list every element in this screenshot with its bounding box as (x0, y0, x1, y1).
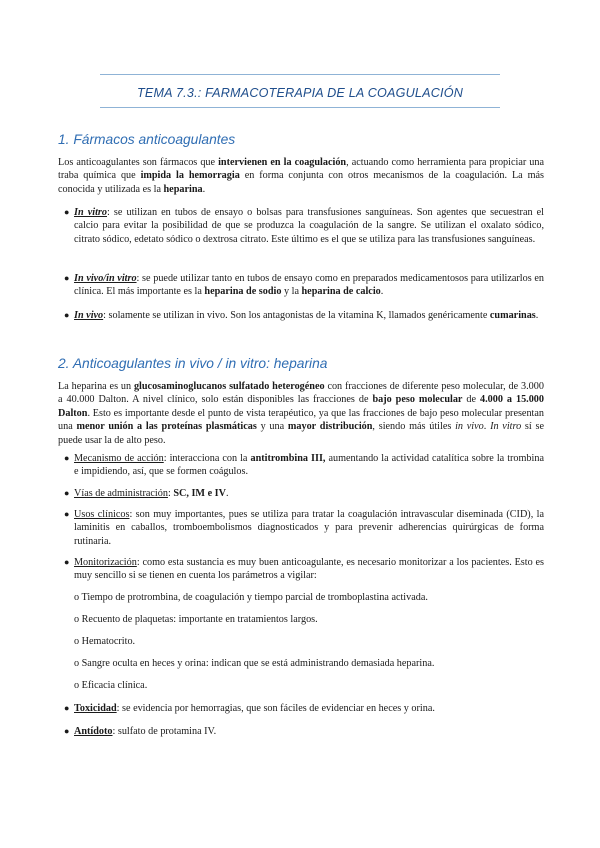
list-item-monitorizacion: ● Monitorización: como esta sustancia es muy buen anticoagulante, es necesario monitorizar a los pacientes. Esto es muy sencillo si se tienen en cuenta los parámetros a vigilar: (64, 557, 544, 582)
top-rule (100, 74, 500, 75)
section-1-intro: Los anticoagulantes son fármacos que intervienen en la coagulación, actuando como herramienta para propiciar una traba química que impida la hemorragia en forma conjunta con otros mecanismos de la coagulación. La más conocida y utilizada es la heparina. (58, 157, 544, 195)
param-item: o Tiempo de protrombina, de coagulación y tiempo parcial de tromboplastina activada. (74, 592, 428, 603)
bullet-icon: ● (64, 557, 70, 567)
list-item-vias: ● Vías de administración: SC, IM e IV. (64, 488, 229, 499)
list-item-usos: ● Usos clínicos: son muy importantes, pues se utiliza para tratar la coagulación intravascular diseminada (CID), la laminitis en caballos, tromboembolismos diagnosticados y para prevenir adherencias quirúrgicas de forma rutinaria. (64, 509, 544, 547)
bullet-icon: ● (64, 273, 70, 283)
bullet-icon: ● (64, 703, 70, 713)
title-rule (100, 107, 500, 108)
section-1-heading: 1. Fármacos anticoagulantes (58, 132, 236, 147)
list-item-in-vitro: ● In vitro: se utilizan en tubos de ensayo o bolsas para transfusiones sanguíneas. Son agentes que secuestran el calcio para evitar la posibilidad de que se produzca la coagulación de la sangre. Se utilizan el oxalato sódico, citrato sódico, edetato sódico o dextrosa citrato. Este último es el que se utiliza para las transfusiones sanguíneas. (64, 207, 545, 245)
param-item: o Sangre oculta en heces y orina: indican que se está administrando demasiada heparina. (74, 658, 435, 669)
bullet-icon: ● (64, 310, 70, 320)
bullet-icon: ● (64, 453, 70, 463)
bullet-icon: ● (64, 488, 70, 498)
param-item: o Hematocrito. (74, 636, 136, 647)
list-item-mecanismo: ● Mecanismo de acción: interacciona con la antitrombina III, aumentando la actividad catalítica sobre la trombina e impidiendo, así, que se formen coágulos. (64, 453, 544, 478)
bullet-icon: ● (64, 509, 70, 519)
list-item-in-vivo-in-vitro: ● In vivo/in vitro: se puede utilizar tanto en tubos de ensayo como en preparados medicamentosos para utilizarlos en clínica. El más importante es la heparina de sodio y la heparina de calcio. (64, 273, 545, 298)
page-title: TEMA 7.3.: FARMACOTERAPIA DE LA COAGULACIÓN (136, 86, 464, 100)
section-2-heading: 2. Anticoagulantes in vivo / in vitro: heparina (58, 356, 328, 371)
list-item-antidoto: ● Antídoto: sulfato de protamina IV. (64, 726, 217, 737)
list-item-toxicidad: ● Toxicidad: se evidencia por hemorragias, que son fáciles de evidenciar en heces y orina. (64, 703, 435, 714)
list-item-in-vivo: ● In vivo: solamente se utilizan in vivo. Son los antagonistas de la vitamina K, llamados genéricamente cumarinas. (64, 310, 539, 321)
param-item: o Eficacia clínica. (74, 680, 148, 691)
bullet-icon: ● (64, 726, 70, 736)
param-item: o Recuento de plaquetas: importante en tratamientos largos. (74, 614, 318, 625)
bullet-icon: ● (64, 207, 70, 217)
section-2-intro: La heparina es un glucosaminoglucanos sulfatado heterogéneo con fracciones de diferente peso molecular, de 3.000 a 40.000 Dalton. A nivel clínico, solo están disponibles las fracciones de bajo peso molecular de 4.000 a 15.000 Dalton. Esto es importante desde el punto de vista terapéutico, ya que las fracciones de bajo peso molecular presentan una menor unión a las proteínas plasmáticas y una mayor distribución, siendo más útiles in vivo. In vitro sí se puede usar la de alto peso. (58, 381, 544, 446)
